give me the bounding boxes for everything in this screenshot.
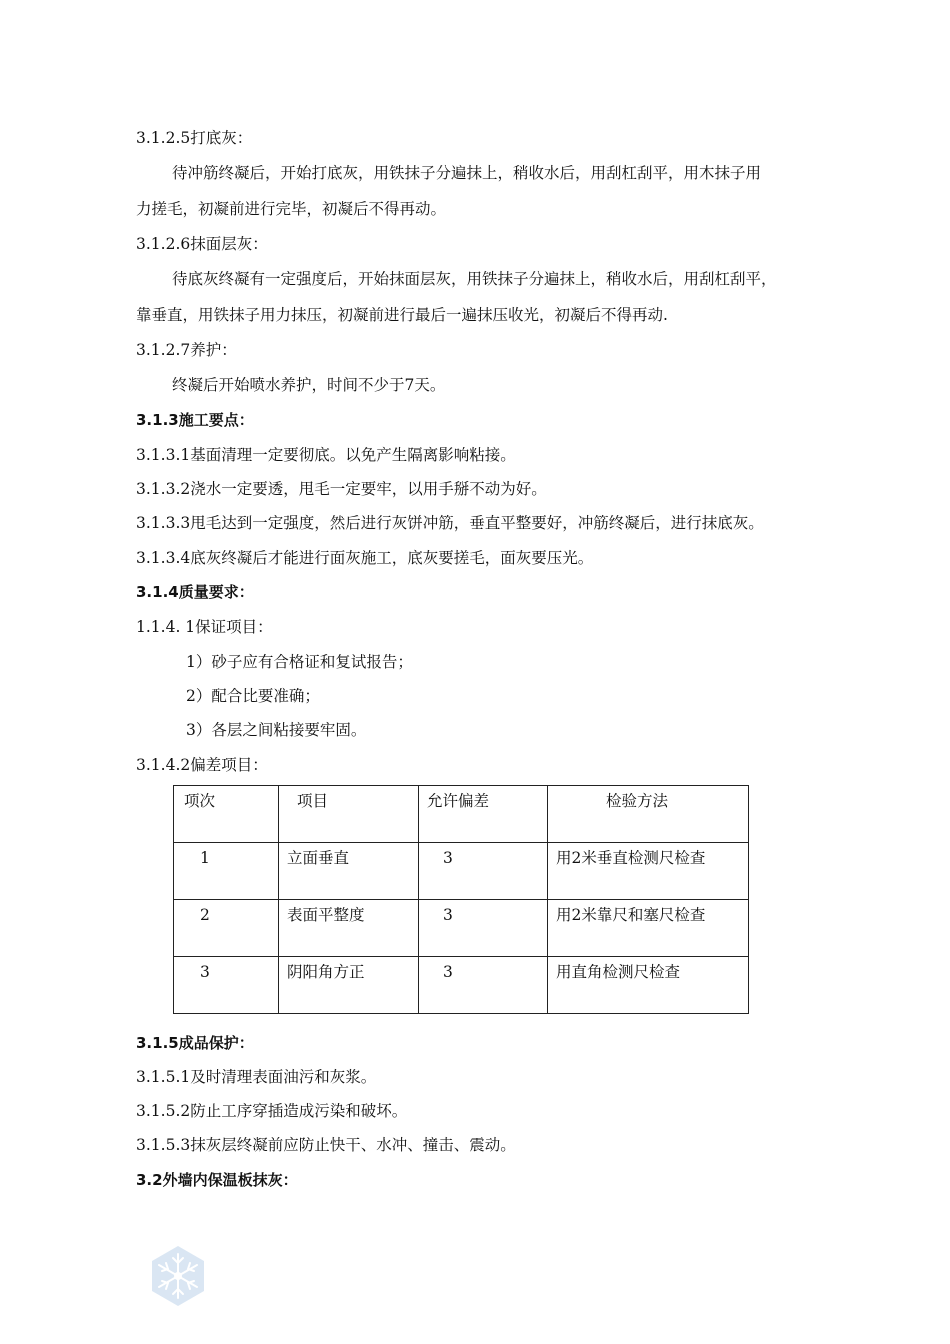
snowflake-watermark-icon: [146, 1244, 210, 1308]
item-3-1-5-3: 3.1.5.3抹灰层终凝前应防止快干、水冲、撞击、震动。: [136, 1136, 516, 1154]
table-row: [174, 900, 749, 957]
table-row: [174, 957, 749, 1014]
table-header-cell: 检验方法: [548, 786, 749, 843]
table-row: [174, 843, 749, 900]
guarantee-item-3: 3）各层之间粘接要牢固。: [186, 721, 367, 739]
deviation-table: [173, 785, 749, 1014]
item-3-1-3-4: 3.1.3.4底灰终凝后才能进行面灰施工，底灰要搓毛，面灰要压光。: [136, 549, 594, 567]
table-cell: 用2米靠尺和塞尺检查: [548, 900, 749, 957]
section-3-1-2-6-paragraph-line2: 靠垂直，用铁抹子用力抹压，初凝前进行最后一遍抹压收光，初凝后不得再动.: [136, 306, 668, 324]
item-3-1-3-3: 3.1.3.3甩毛达到一定强度，然后进行灰饼冲筋，垂直平整要好，冲筋终凝后，进行抹底灰。: [136, 514, 764, 532]
section-3-1-2-5-paragraph-line2: 力搓毛，初凝前进行完毕，初凝后不得再动。: [136, 200, 447, 218]
table-cell: 立面垂直: [279, 843, 419, 900]
table-cell: 3: [174, 957, 279, 1014]
item-3-1-3-1: 3.1.3.1基面清理一定要彻底。以免产生隔离影响粘接。: [136, 446, 516, 464]
section-3-2-heading: 3.2外墙内保温板抹灰：: [136, 1171, 298, 1189]
section-3-1-4-heading: 3.1.4质量要求：: [136, 583, 254, 601]
table-header-cell: 项目: [279, 786, 419, 843]
section-3-1-3-heading: 3.1.3施工要点：: [136, 411, 254, 429]
section-3-1-2-6-heading: 3.1.2.6抹面层灰：: [136, 235, 268, 253]
section-3-1-2-7-heading: 3.1.2.7养护：: [136, 341, 237, 359]
section-3-1-2-7-paragraph: 终凝后开始喷水养护，时间不少于7天。: [172, 376, 446, 394]
table-cell: 3: [419, 843, 548, 900]
table-header-cell: 允许偏差: [419, 786, 548, 843]
guarantee-item-2: 2）配合比要准确；: [186, 687, 320, 705]
item-3-1-5-1: 3.1.5.1及时清理表面油污和灰浆。: [136, 1068, 377, 1086]
item-3-1-5-2: 3.1.5.2防止工序穿插造成污染和破坏。: [136, 1102, 408, 1120]
section-3-1-2-6-paragraph-line1: 待底灰终凝有一定强度后，开始抹面层灰，用铁抹子分遍抹上，稍收水后，用刮杠刮平，: [172, 270, 777, 288]
table-cell: 2: [174, 900, 279, 957]
table-cell: 1: [174, 843, 279, 900]
table-header-row: [174, 786, 749, 843]
section-3-1-5-heading: 3.1.5成品保护：: [136, 1034, 254, 1052]
subsection-guarantee-items-heading: 1.1.4. 1保证项目：: [136, 618, 273, 636]
table-header-cell: 项次: [174, 786, 279, 843]
table-cell: 用2米垂直检测尺检查: [548, 843, 749, 900]
table-cell: 用直角检测尺检查: [548, 957, 749, 1014]
item-3-1-3-2: 3.1.3.2浇水一定要透，甩毛一定要牢，以用手掰不动为好。: [136, 480, 547, 498]
subsection-deviation-items-heading: 3.1.4.2偏差项目：: [136, 756, 268, 774]
table-cell: 表面平整度: [279, 900, 419, 957]
table-cell: 阴阳角方正: [279, 957, 419, 1014]
section-3-1-2-5-paragraph-line1: 待冲筋终凝后，开始打底灰，用铁抹子分遍抹上，稍收水后，用刮杠刮平，用木抹子用: [172, 164, 762, 182]
table-cell: 3: [419, 900, 548, 957]
section-3-1-2-5-heading: 3.1.2.5打底灰：: [136, 129, 253, 147]
guarantee-item-1: 1）砂子应有合格证和复试报告；: [186, 653, 413, 671]
table-cell: 3: [419, 957, 548, 1014]
